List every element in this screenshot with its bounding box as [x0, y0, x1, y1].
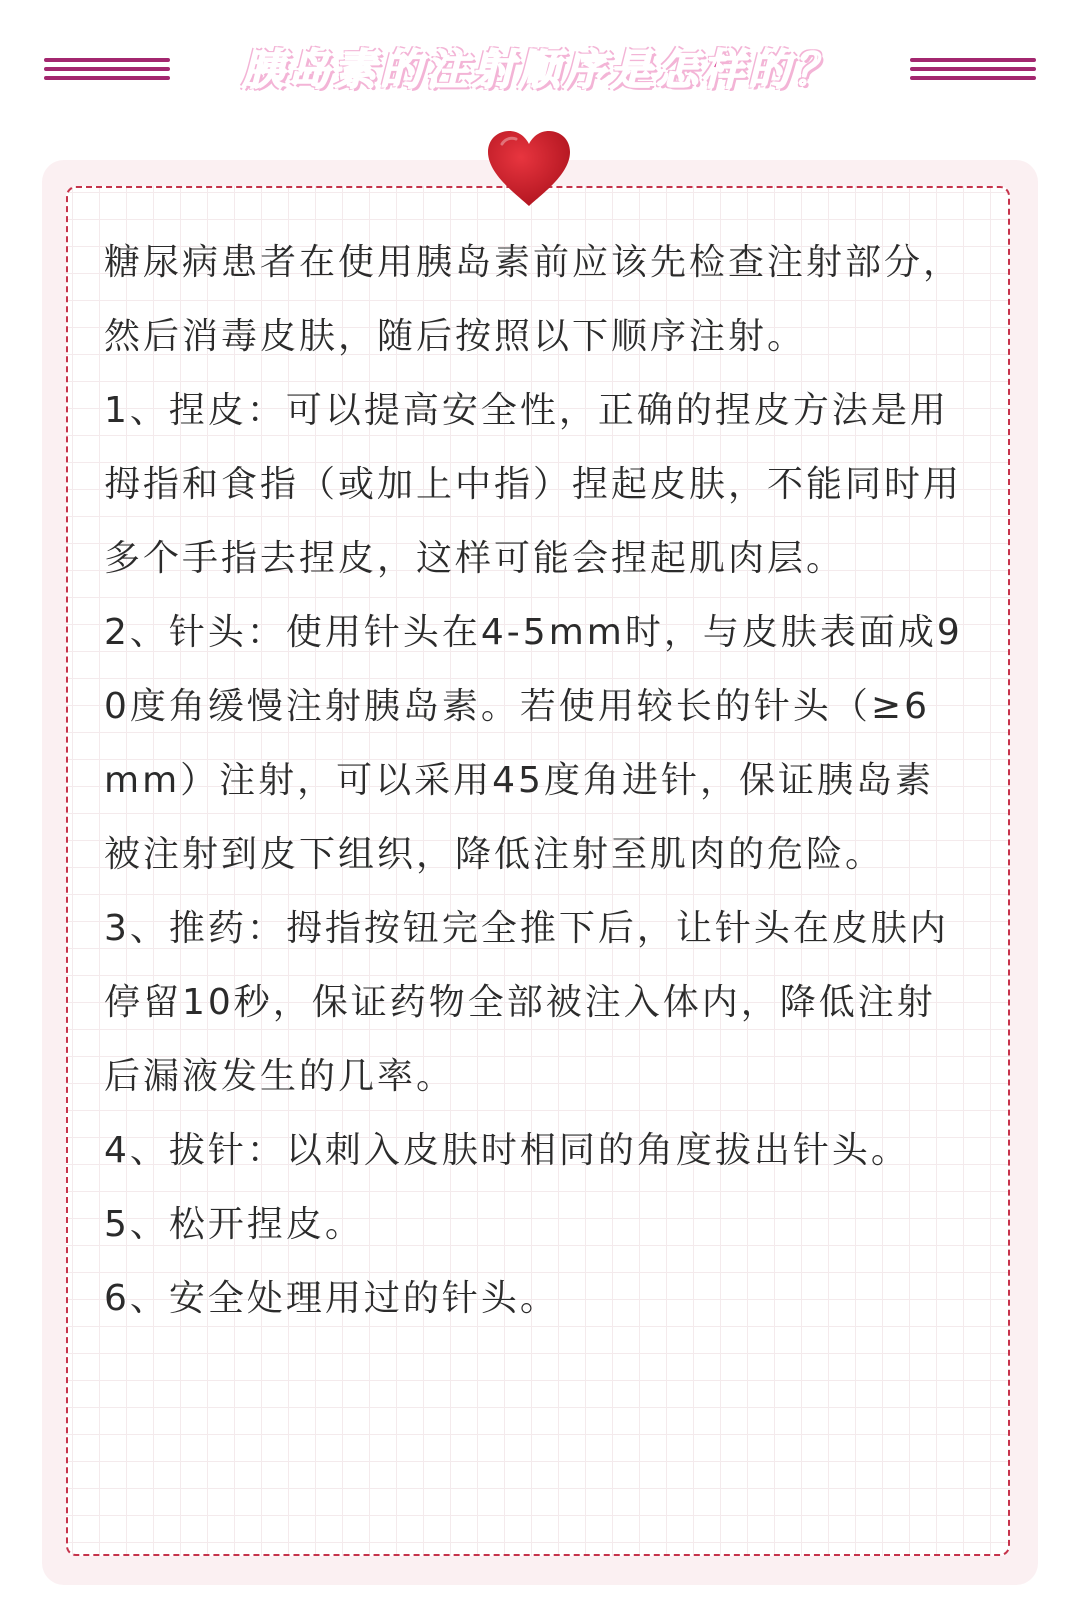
title-bar	[0, 38, 1080, 102]
step-1-pinch-skin: 1、捏皮：可以提高安全性，正确的捏皮方法是用拇指和食指（或加上中指）捏起皮肤，不能同时用多个手指去捏皮，这样可能会捏起肌肉层。	[104, 390, 963, 579]
title-decoration-left	[44, 58, 170, 80]
step-3-push-medicine: 3、推药：拇指按钮完全推下后，让针头在皮肤内停留10秒，保证药物全部被注入体内，降低注射后漏液发生的几率。	[104, 908, 949, 1097]
step-4-withdraw-needle: 4、拔针：以刺入皮肤时相同的角度拔出针头。	[104, 1130, 910, 1171]
heart-icon	[486, 130, 572, 208]
step-5-release-skin: 5、松开捏皮。	[104, 1204, 364, 1245]
step-2-needle: 2、针头：使用针头在4-5mm时，与皮肤表面成90度角缓慢注射胰岛素。若使用较长的针头（≥6mm）注射，可以采用45度角进针，保证胰岛素被注射到皮下组织，降低注射至肌肉的危险。	[104, 612, 963, 875]
step-6-dispose-needle: 6、安全处理用过的针头。	[104, 1278, 559, 1319]
title-decoration-right	[910, 58, 1036, 80]
intro-paragraph: 糖尿病患者在使用胰岛素前应该先检查注射部分，然后消毒皮肤，随后按照以下顺序注射。	[104, 242, 963, 357]
page-title: 胰岛素的注射顺序是怎样的？	[241, 45, 840, 94]
article-body	[104, 226, 964, 1336]
